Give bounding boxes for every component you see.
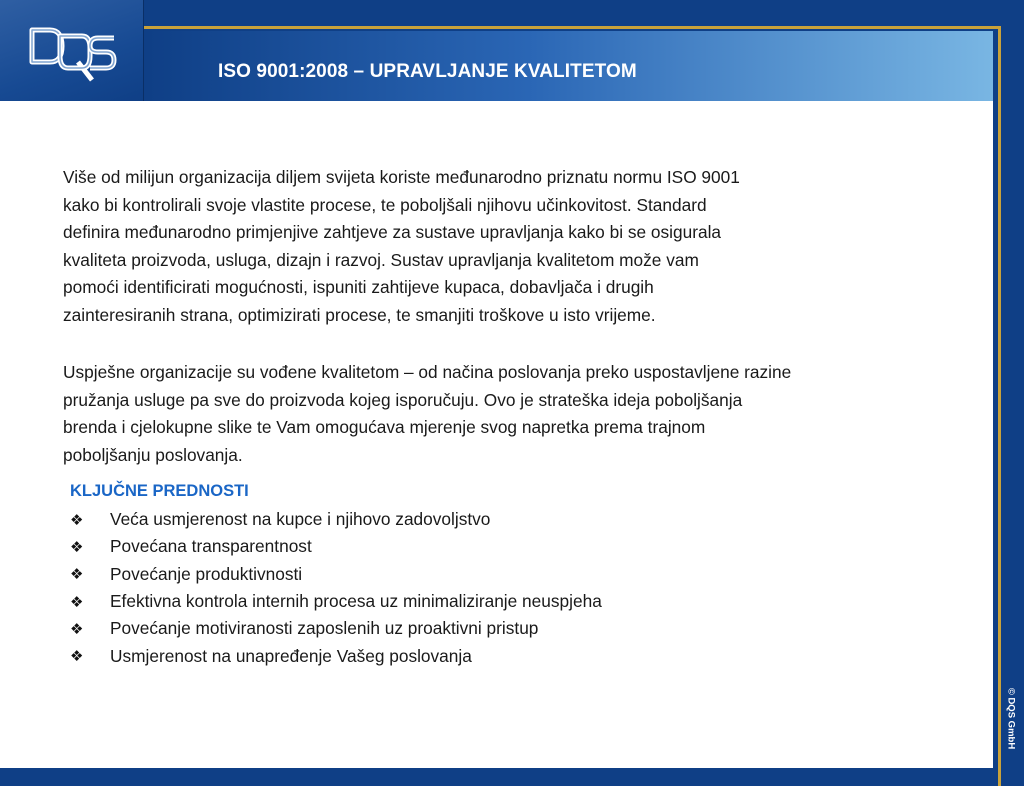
second-line: brenda i cjelokupne slike te Vam omogućava mjerenje svog napretka prema trajnom: [63, 417, 706, 437]
benefit-item: [70, 506, 602, 533]
second-paragraph: [63, 359, 943, 469]
copyright-notice: [1004, 680, 1018, 760]
intro-line: zainteresiranih strana, optimizirati procese, te smanjiti troškove u isto vrijeme.: [63, 304, 656, 325]
copyright-text: © DQS GmbH: [1005, 687, 1017, 750]
benefit-item: [70, 588, 602, 615]
benefit-item: [70, 533, 602, 560]
benefit-text: Efektivna kontrola internih procesa uz minimaliziranje neuspjeha: [110, 591, 602, 612]
diamond-bullet-icon: ❖: [70, 593, 84, 611]
title-bar: [148, 31, 993, 101]
second-line: poboljšanju poslovanja.: [63, 444, 243, 465]
benefit-text: Veća usmjerenost na kupce i njihovo zadovoljstvo: [110, 509, 491, 530]
second-line: Uspješne organizacije su vođene kvalitetom – od načina poslovanja preko uspostavljene razine: [63, 362, 792, 382]
dqs-logo-icon: [28, 24, 120, 86]
intro-line: Više od milijun organizacija diljem svijeta koriste međunarodno priznatu normu ISO 9001: [63, 167, 740, 187]
diamond-bullet-icon: ❖: [70, 511, 84, 529]
intro-line: kvaliteta proizvoda, usluga, dizajn i razvoj. Sustav upravljanja kvalitetom može vam: [63, 249, 699, 270]
benefit-text: Povećanje produktivnosti: [110, 563, 303, 584]
diamond-bullet-icon: ❖: [70, 538, 84, 556]
intro-paragraph: [63, 164, 943, 329]
page-title: ISO 9001:2008 – UPRAVLJANJE KVALITETOM: [218, 61, 637, 82]
benefit-text: Usmjerenost na unapređenje Vašeg poslovanja: [110, 645, 472, 666]
diamond-bullet-icon: ❖: [70, 648, 84, 666]
diamond-bullet-icon: ❖: [70, 566, 84, 584]
benefit-item: [70, 561, 602, 588]
benefit-text: Povećanje motiviranosti zaposlenih uz proaktivni pristup: [110, 618, 539, 639]
benefit-text: Povećana transparentnost: [110, 536, 312, 557]
benefit-item: [70, 642, 602, 669]
diamond-bullet-icon: ❖: [70, 620, 84, 638]
intro-line: kako bi kontrolirali svoje vlastite procese, te poboljšali njihovu učinkovitost. Standard: [63, 194, 707, 215]
intro-line: pomoći identificirati mogućnosti, ispuniti zahtijeve kupaca, dobavljača i drugih: [63, 277, 654, 297]
intro-line: definira međunarodno primjenjive zahtjeve za sustave upravljanja kako bi se osigurala: [63, 222, 722, 242]
slide-content: [0, 101, 993, 768]
benefit-item: [70, 615, 602, 642]
dqs-logo: [0, 0, 144, 101]
second-line: pružanja usluge pa sve do proizvoda kojeg isporučuju. Ovo je strateška ideja poboljšanja: [63, 389, 743, 410]
benefits-heading: KLJUČNE PREDNOSTI: [70, 482, 249, 500]
benefits-list: [70, 506, 602, 670]
